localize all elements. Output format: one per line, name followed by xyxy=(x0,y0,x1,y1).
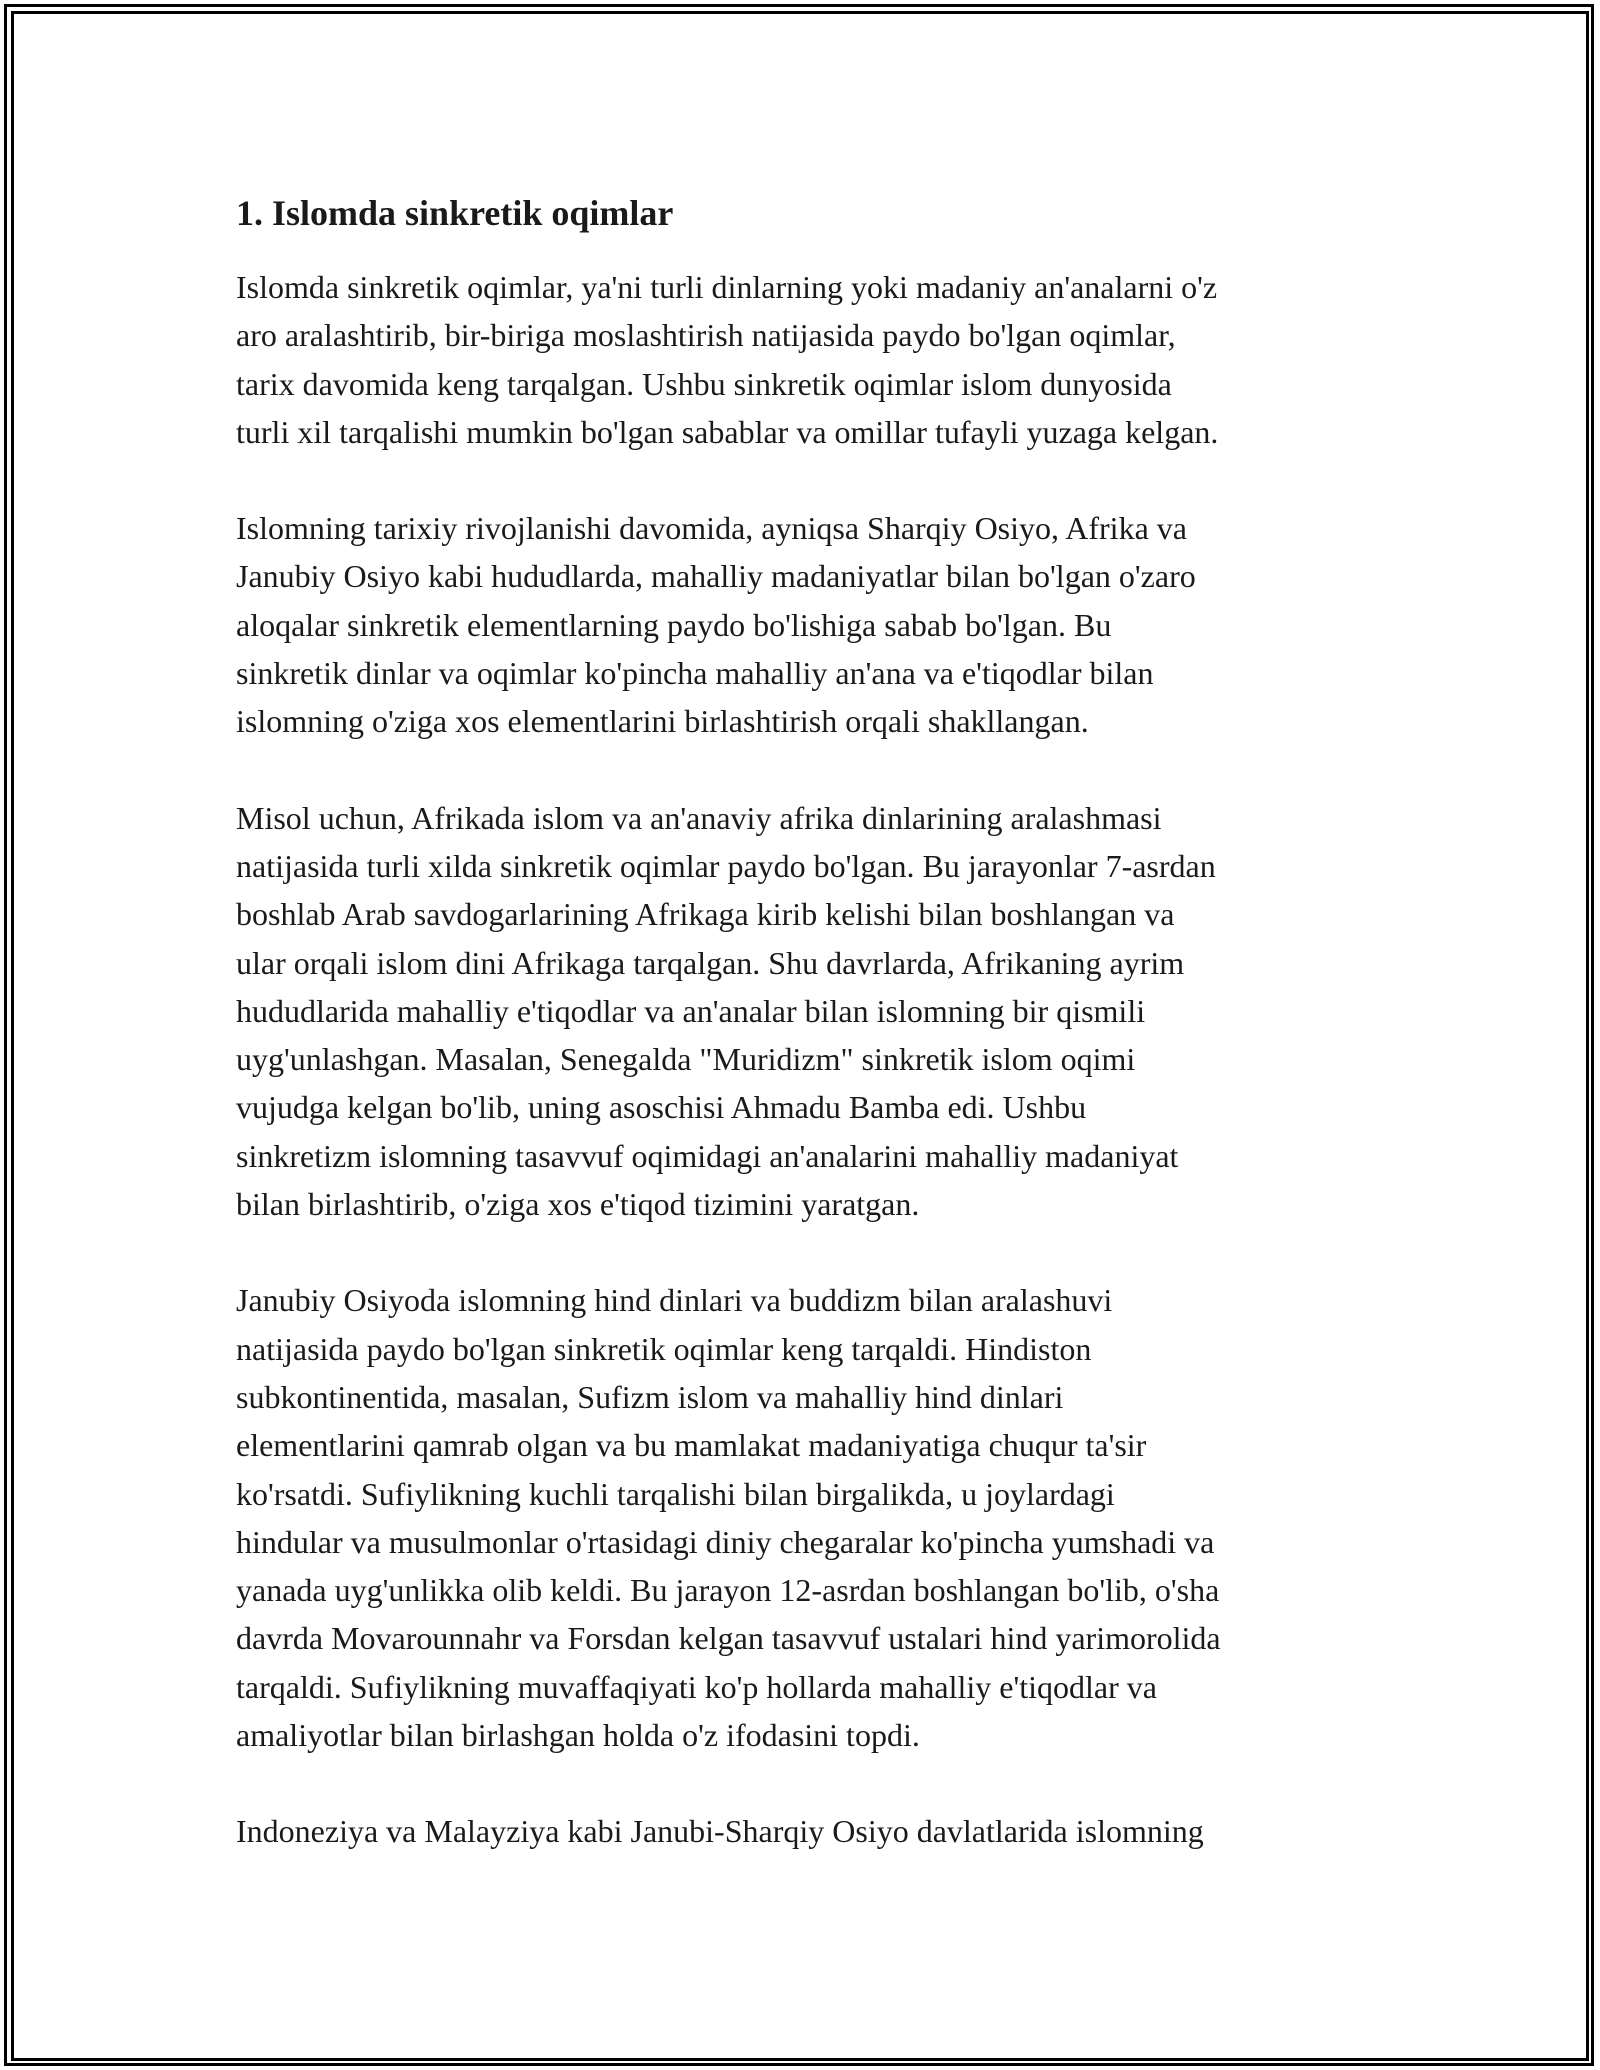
section-heading: 1. Islomda sinkretik oqimlar xyxy=(236,193,674,233)
text-line: aro aralashtirib, bir-biriga moslashtirish natijasida paydo bo'lgan oqimlar, xyxy=(236,317,1176,354)
text-line: tarix davomida keng tarqalgan. Ushbu sinkretik oqimlar islom dunyosida xyxy=(236,365,1172,402)
text-line: Janubiy Osiyoda islomning hind dinlari va buddizm bilan aralashuvi xyxy=(236,1282,1113,1319)
paragraphs-container xyxy=(236,263,1376,1856)
text-line: boshlab Arab savdogarlarining Afrikaga kirib kelishi bilan boshlangan va xyxy=(236,896,1175,933)
paragraph xyxy=(236,1807,1376,1855)
text-line: elementlarini qamrab olgan va bu mamlakat madaniyatiga chuqur ta'sir xyxy=(236,1427,1147,1464)
document-body xyxy=(236,185,1376,1904)
text-line: amaliyotlar bilan birlashgan holda o'z ifodasini topdi. xyxy=(236,1717,920,1754)
text-line: Janubiy Osiyo kabi hududlarda, mahalliy madaniyatlar bilan bo'lgan o'zaro xyxy=(236,558,1196,595)
text-line: tarqaldi. Sufiylikning muvaffaqiyati ko'p hollarda mahalliy e'tiqodlar va xyxy=(236,1668,1157,1705)
text-line: uyg'unlashgan. Masalan, Senegalda "Muridizm" sinkretik islom oqimi xyxy=(236,1041,1136,1078)
text-line: vujudga kelgan bo'lib, uning asoschisi Ahmadu Bamba edi. Ushbu xyxy=(236,1089,1087,1126)
text-line: natijasida turli xilda sinkretik oqimlar paydo bo'lgan. Bu jarayonlar 7-asrdan xyxy=(236,847,1216,884)
text-line: turli xil tarqalishi mumkin bo'lgan sabablar va omillar tufayli yuzaga kelgan. xyxy=(236,413,1219,450)
text-line: ular orqali islom dini Afrikaga tarqalgan. Shu davrlarda, Afrikaning ayrim xyxy=(236,944,1185,981)
text-line: sinkretizm islomning tasavvuf oqimidagi an'analarini mahalliy madaniyat xyxy=(236,1137,1179,1174)
text-line: Indoneziya va Malayziya kabi Janubi-Sharqiy Osiyo davlatlarida islomning xyxy=(236,1813,1204,1850)
text-line: ko'rsatdi. Sufiylikning kuchli tarqalishi bilan birgalikda, u joylardagi xyxy=(236,1475,1115,1512)
text-line: aloqalar sinkretik elementlarning paydo bo'lishiga sabab bo'lgan. Bu xyxy=(236,606,1112,643)
text-line: Islomda sinkretik oqimlar, ya'ni turli dinlarning yoki madaniy an'analarni o'z xyxy=(236,269,1218,305)
text-line: Islomning tarixiy rivojlanishi davomida, ayniqsa Sharqiy Osiyo, Afrika va xyxy=(236,510,1187,547)
paragraph xyxy=(236,1276,1376,1759)
text-line: hududlarida mahalliy e'tiqodlar va an'analar bilan islomning bir qismili xyxy=(236,992,1146,1029)
text-line: bilan birlashtirib, o'ziga xos e'tiqod tizimini yaratgan. xyxy=(236,1186,920,1223)
paragraph xyxy=(236,263,1376,456)
text-line: sinkretik dinlar va oqimlar ko'pincha mahalliy an'ana va e'tiqodlar bilan xyxy=(236,655,1154,692)
text-line: yanada uyg'unlikka olib keldi. Bu jarayon 12-asrdan boshlangan bo'lib, o'sha xyxy=(236,1572,1220,1609)
text-line: islomning o'ziga xos elementlarini birlashtirish orqali shakllangan. xyxy=(236,703,1089,740)
text-line: natijasida paydo bo'lgan sinkretik oqimlar keng tarqaldi. Hindiston xyxy=(236,1330,1092,1367)
text-line: Misol uchun, Afrikada islom va an'anaviy afrika dinlarining aralashmasi xyxy=(236,799,1162,836)
paragraph xyxy=(236,504,1376,745)
text-line: davrda Movarounnahr va Forsdan kelgan tasavvuf ustalari hind yarimorolida xyxy=(236,1620,1221,1657)
text-line: subkontinentida, masalan, Sufizm islom va mahalliy hind dinlari xyxy=(236,1378,1064,1415)
paragraph xyxy=(236,794,1376,1229)
text-line: hindular va musulmonlar o'rtasidagi diniy chegaralar ko'pincha yumshadi va xyxy=(236,1523,1215,1560)
